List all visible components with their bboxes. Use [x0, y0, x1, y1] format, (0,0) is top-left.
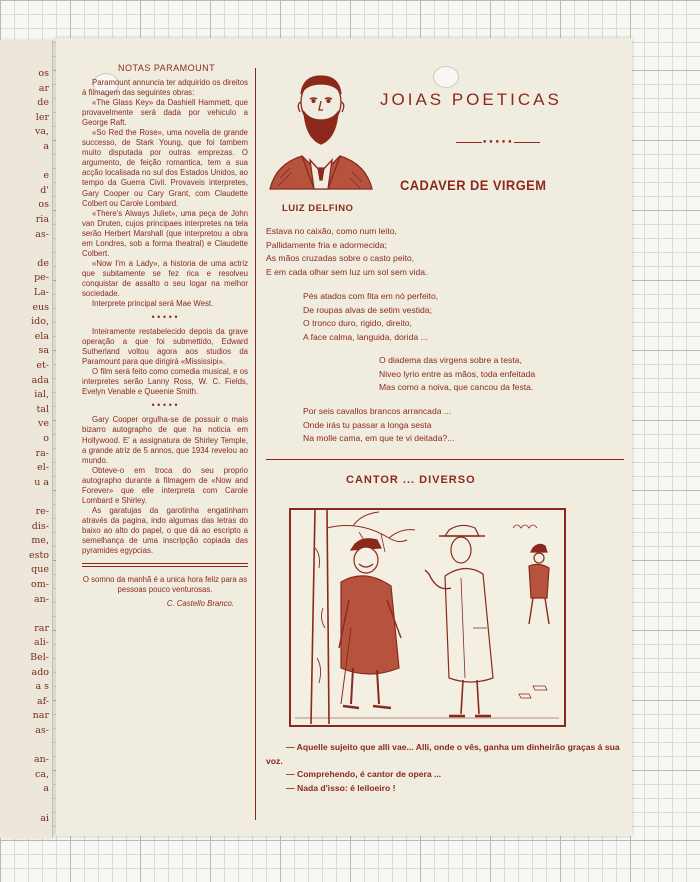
left-page-text-fragment: tal — [36, 403, 49, 415]
poem-line: Estava no caixão, como num leito, — [266, 226, 397, 236]
ornament-dots: ••••• — [482, 138, 514, 148]
poem-line: Niveo lyrio entre as mãos, toda enfeitada — [379, 368, 536, 379]
left-page-text-fragment: va, — [34, 126, 49, 138]
left-page-text-fragment: d' — [40, 184, 49, 196]
left-page-text-fragment: om- — [31, 579, 49, 590]
notes-paragraph: «Now I'm a Lady», a historia de uma actriz que subitamente se fez rica e resolveu conquistar de assalto o seu logar na melhor sociedade. — [82, 258, 248, 298]
poem-line: Pallidamente fria e adormecida; — [266, 239, 387, 250]
left-page-text-fragment: a — [43, 783, 49, 795]
cartoon-dialogue — [266, 741, 622, 796]
left-page-text-fragment: de — [37, 97, 49, 109]
left-page-text-fragment: nar — [32, 710, 49, 722]
left-page-text-fragment: et- — [36, 360, 49, 371]
notes-quote-author: C. Castello Branco. — [166, 599, 234, 609]
title-ornament — [456, 138, 540, 148]
left-page-text-fragment: esto — [28, 549, 49, 561]
left-page-text-fragment: ada — [31, 374, 49, 386]
notes-paragraph: Gary Cooper orgulha-se de possuir o mais bizarro autographo de que ha noticia em Hollywood. E' a assignatura de Shirley Temple, a grande atriz de 5 annos, que 1934 revelou ao mundo. — [82, 415, 248, 465]
poet-portrait — [266, 68, 376, 190]
notes-paragraph: As garatujas da garotinha engatinham através da pagina, indo algumas das letras do baixo ao alto do papel, o que dá ao escripto a semelhança de uma inscripção copiada das pyramides egypcias. — [82, 505, 248, 556]
left-page-text-fragment: ar — [38, 82, 49, 94]
poem-stanza-4 — [303, 405, 454, 446]
notes-separator: ••••• — [150, 313, 180, 323]
poem-title: CADAVER DE VIRGEM — [400, 177, 547, 193]
notes-separator: ••••• — [150, 401, 180, 411]
left-page-text-fragment: me, — [31, 535, 49, 547]
poem-line: Mas como a noiva, que cancou da festa. — [379, 382, 534, 393]
notes-paragraph: Interprete principal será Mae West. — [92, 299, 214, 309]
left-page-text-fragment: as- — [35, 725, 49, 736]
left-page-text-fragment: ido, — [31, 316, 49, 328]
left-page-text-fragment: os — [38, 68, 49, 79]
left-page-text-fragment: e — [43, 170, 49, 182]
left-page-text-fragment: ler — [35, 111, 49, 123]
left-page-text-fragment: pe- — [34, 272, 49, 284]
left-page-edge — [0, 40, 53, 838]
poet-name: LUIZ DELFINO — [282, 203, 354, 214]
left-page-text-fragment: Bel- — [30, 652, 49, 663]
poem-stanza-2 — [303, 290, 438, 344]
poem-line: A face calma, languida, dorida ... — [303, 331, 428, 342]
notes-paragraph: O film será feito como comedia musical, e os interpretes serão Lanny Ross, W. C. Fields, Evelyn Venable e Queenie Smith. — [82, 367, 248, 397]
left-page-text-fragment: el- — [37, 462, 49, 474]
poem-line: Por seis cavallos brancos arrancada ... — [303, 406, 452, 416]
left-page-text-fragment: a s — [35, 681, 49, 693]
poem-line: As mãos cruzadas sobre o casto peito, — [266, 253, 415, 264]
poem-stanza-3 — [379, 354, 535, 395]
left-page-text-fragment: o — [43, 433, 49, 444]
punch-hole-right — [433, 66, 459, 88]
notes-paragraph: «So Red the Rose», uma novella de grande successo, de Stark Young, que foi tambem muito disputada por outras emprezas. O argumento, de feição romantica, tem a sua acção localisada no sul dos Estados Unidos, ao tempo da Guerra Civil. Provaveis interpretes, Gary Cooper ou Cary Grant, com Claudette Colbert ou Carole Lombard. — [82, 128, 248, 208]
left-page-text-fragment: ra- — [35, 447, 49, 459]
notes-paragraph: Obteve-o em troca do seu proprio autographo durante a filmagem de «Now and Forever» que elle interpreta com Carole Lombard e Shirley. — [82, 465, 248, 505]
left-page-text-fragment: rar — [34, 622, 49, 634]
notes-quote: O somno da manhã é a unica hora feliz para as pessoas pouco venturosas. — [82, 575, 248, 595]
notes-paragraph: «The Glass Key» da Dashiell Hammett, que provavelmente será dada por vehiculo a George Raft. — [82, 98, 248, 128]
poem-line: E em cada olhar sem luz um sol sem vida. — [266, 266, 428, 277]
left-page-text-fragment: re- — [35, 506, 49, 517]
column-divider — [255, 68, 256, 820]
notes-double-rule — [82, 563, 248, 567]
notes-paragraph: Inteiramente restabelecido depois da grave operação a que foi submettido, Edward Sutherland voltou agora aos studios da Paramount para que dirigirá «Mississipi». — [82, 327, 248, 367]
section-divider — [266, 459, 624, 460]
left-page-text-fragment: an- — [34, 593, 49, 605]
cartoon-title: CANTOR ... DIVERSO — [346, 474, 476, 486]
left-page-text-fragment: af- — [36, 695, 49, 707]
left-page-text-fragment: ai — [40, 812, 49, 824]
left-page-text-fragment: ve — [38, 418, 49, 430]
left-page-text-fragment: eus — [32, 301, 49, 313]
left-page-text-fragment: ali- — [34, 637, 49, 649]
dialogue-line: — Aquelle sujeito que alli vae... Alli, onde o vês, ganha um dinheirão graças á sua voz. — [266, 742, 620, 766]
left-page-text-fragment: u a — [34, 476, 49, 488]
left-page-text-fragment: a — [43, 141, 49, 152]
left-page-text-fragment: ado — [31, 666, 49, 678]
left-page-text-fragment: sa — [38, 345, 49, 357]
left-page-text-fragment: an- — [34, 754, 49, 766]
poem-line: O diadema das virgens sobre a testa, — [379, 355, 522, 365]
poem-line: O tronco duro, rigido, direito, — [303, 318, 412, 329]
left-page-text-fragment: os — [38, 199, 49, 211]
left-page-text-fragment: ria — [35, 214, 49, 225]
poem-stanza-1 — [266, 225, 427, 279]
notes-paragraph: Paramount annuncia ter adquirido os direitos á filmagem das seguintes obras: — [82, 78, 248, 98]
left-page-text-fragment: ela — [34, 330, 49, 342]
left-page-text-fragment: que — [31, 564, 49, 576]
poem-line: De roupas alvas de setim vestida; — [303, 304, 432, 315]
poem-line: Pés atados com fita em nó perfeito, — [303, 291, 439, 301]
cartoon-illustration — [289, 508, 566, 727]
left-page-text-fragment: ca, — [34, 768, 49, 780]
left-page-text-fragment: La- — [33, 287, 49, 298]
left-page-text-fragment: as- — [35, 228, 49, 240]
notes-title: NOTAS PARAMOUNT — [118, 63, 216, 73]
section-title: JOIAS POETICAS — [380, 90, 562, 109]
dialogue-line: — Nada d'isso: é leiloeiro ! — [286, 783, 396, 794]
poem-line: Na molle cama, em que te vi deitada?... — [303, 433, 455, 444]
left-page-text-fragment: de — [37, 257, 49, 269]
left-page-text-fragment: ial, — [34, 389, 49, 401]
left-page-text-fragment: dis- — [31, 520, 49, 532]
magazine-page — [56, 38, 632, 836]
dialogue-line: — Comprehendo, é cantor de opera ... — [286, 769, 442, 780]
poem-line: Onde irás tu passar a longa sesta — [303, 419, 432, 430]
notes-paragraph: «There's Always Juliet», uma peça de John van Druten, cujos principaes interpretes na tela serão Herbert Marshall (que interpretou a obra em Londres, sob a forma theatral) e Claudette Colbert. — [82, 208, 248, 258]
notes-column — [82, 60, 248, 608]
